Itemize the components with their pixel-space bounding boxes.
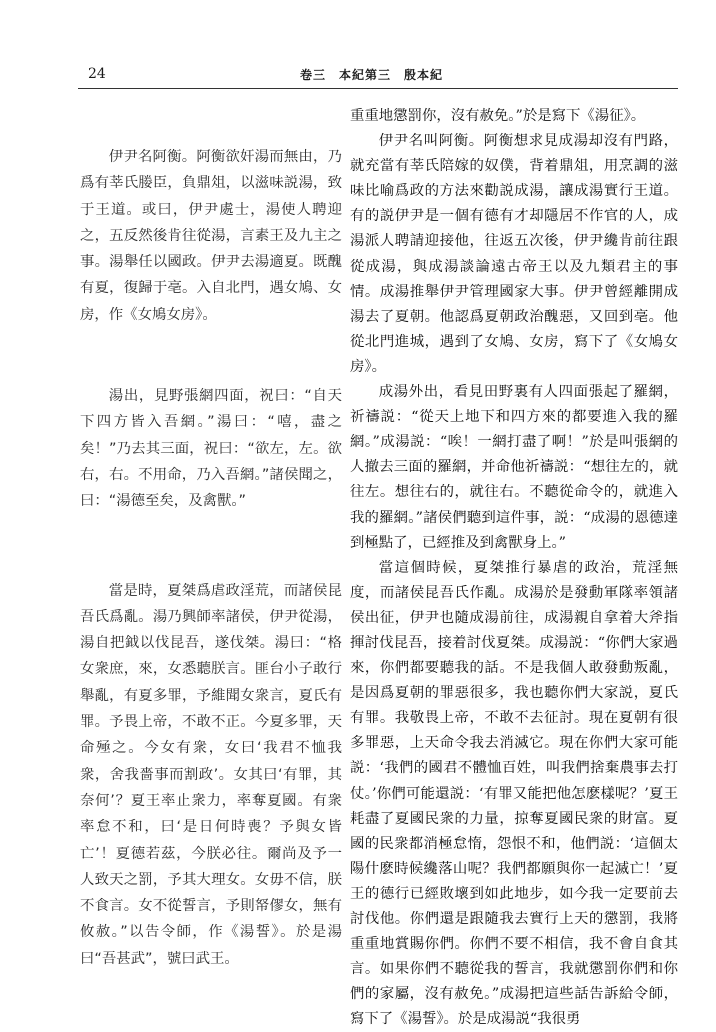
page-number: 24 <box>88 66 106 82</box>
running-head: 卷三 本紀第三 殷本紀 <box>300 68 444 82</box>
spacer <box>80 104 342 144</box>
classical-text-column <box>80 104 342 972</box>
translation-paragraph-tangshi: 當這個時候，夏桀推行暴虐的政治，荒淫無度，而諸侯昆吾氏作亂。成湯於是發動軍隊率領諸侯出征，伊尹也隨成湯前往，成湯親自拿着大斧指揮討伐昆吾，接着討伐夏桀。成湯説：“你們大家過來，你們都要聽我的話。不是我個人敢發動叛亂，是因爲夏朝的罪惡很多，我也聽你們大家説，夏氏有罪。我敬畏上帝，不敢不去征討。現在夏朝有很多罪惡，上天命令我去消滅它。現在你們大家可能説：‘我們的國君不體恤百姓，叫我們捨棄農事去打仗。’你們可能還説：‘有罪又能把他怎麽樣呢？’夏王耗盡了夏國民衆的力量，掠奪夏國民衆的財富。夏國的民衆都消極怠惰，怨恨不和，他們説：‘這個太陽什麽時候纔落山呢？我們都願與你一起滅亡！’夏王的德行已經敗壞到如此地步，如今我一定要前去討伐他。你們還是跟隨我去實行上天的懲罰，我將重重地賞賜你們。你們不要不相信，我不會自食其言。如果你們不聽從我的誓言，我就懲罰你們和你們的家屬，沒有赦免。”成湯把這些話告訴給令師，寫下了《湯誓》。於是成湯説“我很勇 <box>350 559 678 1028</box>
header-rule <box>78 88 678 89</box>
translation-paragraph-yiyin: 伊尹名叫阿衡。阿衡想求見成湯却沒有門路，就充當有莘氏陪嫁的奴僕，背着鼎俎，用烹調的滋味比喻爲政的方法來勸説成湯，讓成湯實行王道。有的説伊尹是一個有德有才却隱居不作官的人，成湯派人聘請迎接他，往返五次後，伊尹纔肯前往跟從成湯，與成湯談論遠古帝王以及九類君主的事情。成湯推舉伊尹管理國家大事。伊尹曾經離開成湯去了夏朝。他認爲夏朝政治醜惡，又回到亳。他從北門進城，遇到了女鳩、女房，寫下了《女鳩女房》。 <box>350 133 678 375</box>
spacer <box>80 515 342 578</box>
classical-paragraph-tangshi: 當是時，夏桀爲虐政淫荒，而諸侯昆吾氏爲亂。湯乃興師率諸侯，伊尹從湯，湯自把鉞以伐昆吾，遂伐桀。湯曰：“格女衆庶，來，女悉聽朕言。匪台小子敢行舉亂，有夏多罪，予維聞女衆言，夏氏有罪。予畏上帝，不敢不正。今夏多罪，天命殛之。今女有衆，女曰‘我君不恤我衆，舍我嗇事而割政’。女其曰‘有罪，其奈何’？夏王率止衆力，率奪夏國。有衆率怠不和，曰‘是日何時喪？予與女皆亡’！夏德若茲，今朕必往。爾尚及予一人致天之罰，予其大理女。女毋不信，朕不食言。女不從誓言，予則帑僇女，無有攸赦。”以告令師，作《湯誓》。於是湯曰“吾甚武”，號曰武王。 <box>80 582 342 967</box>
translation-paragraph-net: 成湯外出，看見田野裏有人四面張起了羅網，祈禱説：“從天上地下和四方來的都要進入我的羅網。”成湯説：“唉！一網打盡了啊！”於是叫張網的人撤去三面的羅網，并命他祈禱説：“想往左的，就往左。想往右的，就往右。不聽從命令的，就進入我的羅網。”諸侯們聽到這件事，説：“成湯的恩德達到極點了，已經推及到禽獸身上。” <box>350 384 678 551</box>
spacer <box>80 328 342 383</box>
classical-paragraph-net: 湯出，見野張網四面，祝曰：“自天下四方皆入吾網。”湯曰：“嘻，盡之矣！”乃去其三面，祝曰：“欲左，左。欲右，右。不用命，乃入吾網。”諸侯聞之，曰：“湯德至矣，及禽獸。” <box>80 388 342 510</box>
translation-paragraph-continued: 重重地懲罰你，沒有赦免。”於是寫下《湯征》。 <box>350 108 646 124</box>
translation-column <box>350 104 678 1032</box>
classical-paragraph-yiyin: 伊尹名阿衡。阿衡欲奸湯而無由，乃爲有莘氏媵臣，負鼎俎，以滋味説湯，致于王道。或曰，伊尹處士，湯使人聘迎之，五反然後肯往從湯，言素王及九主之事。湯舉任以國政。伊尹去湯適夏。既醜有夏，復歸于亳。入自北門，遇女鳩、女房，作《女鳩女房》。 <box>80 149 342 323</box>
